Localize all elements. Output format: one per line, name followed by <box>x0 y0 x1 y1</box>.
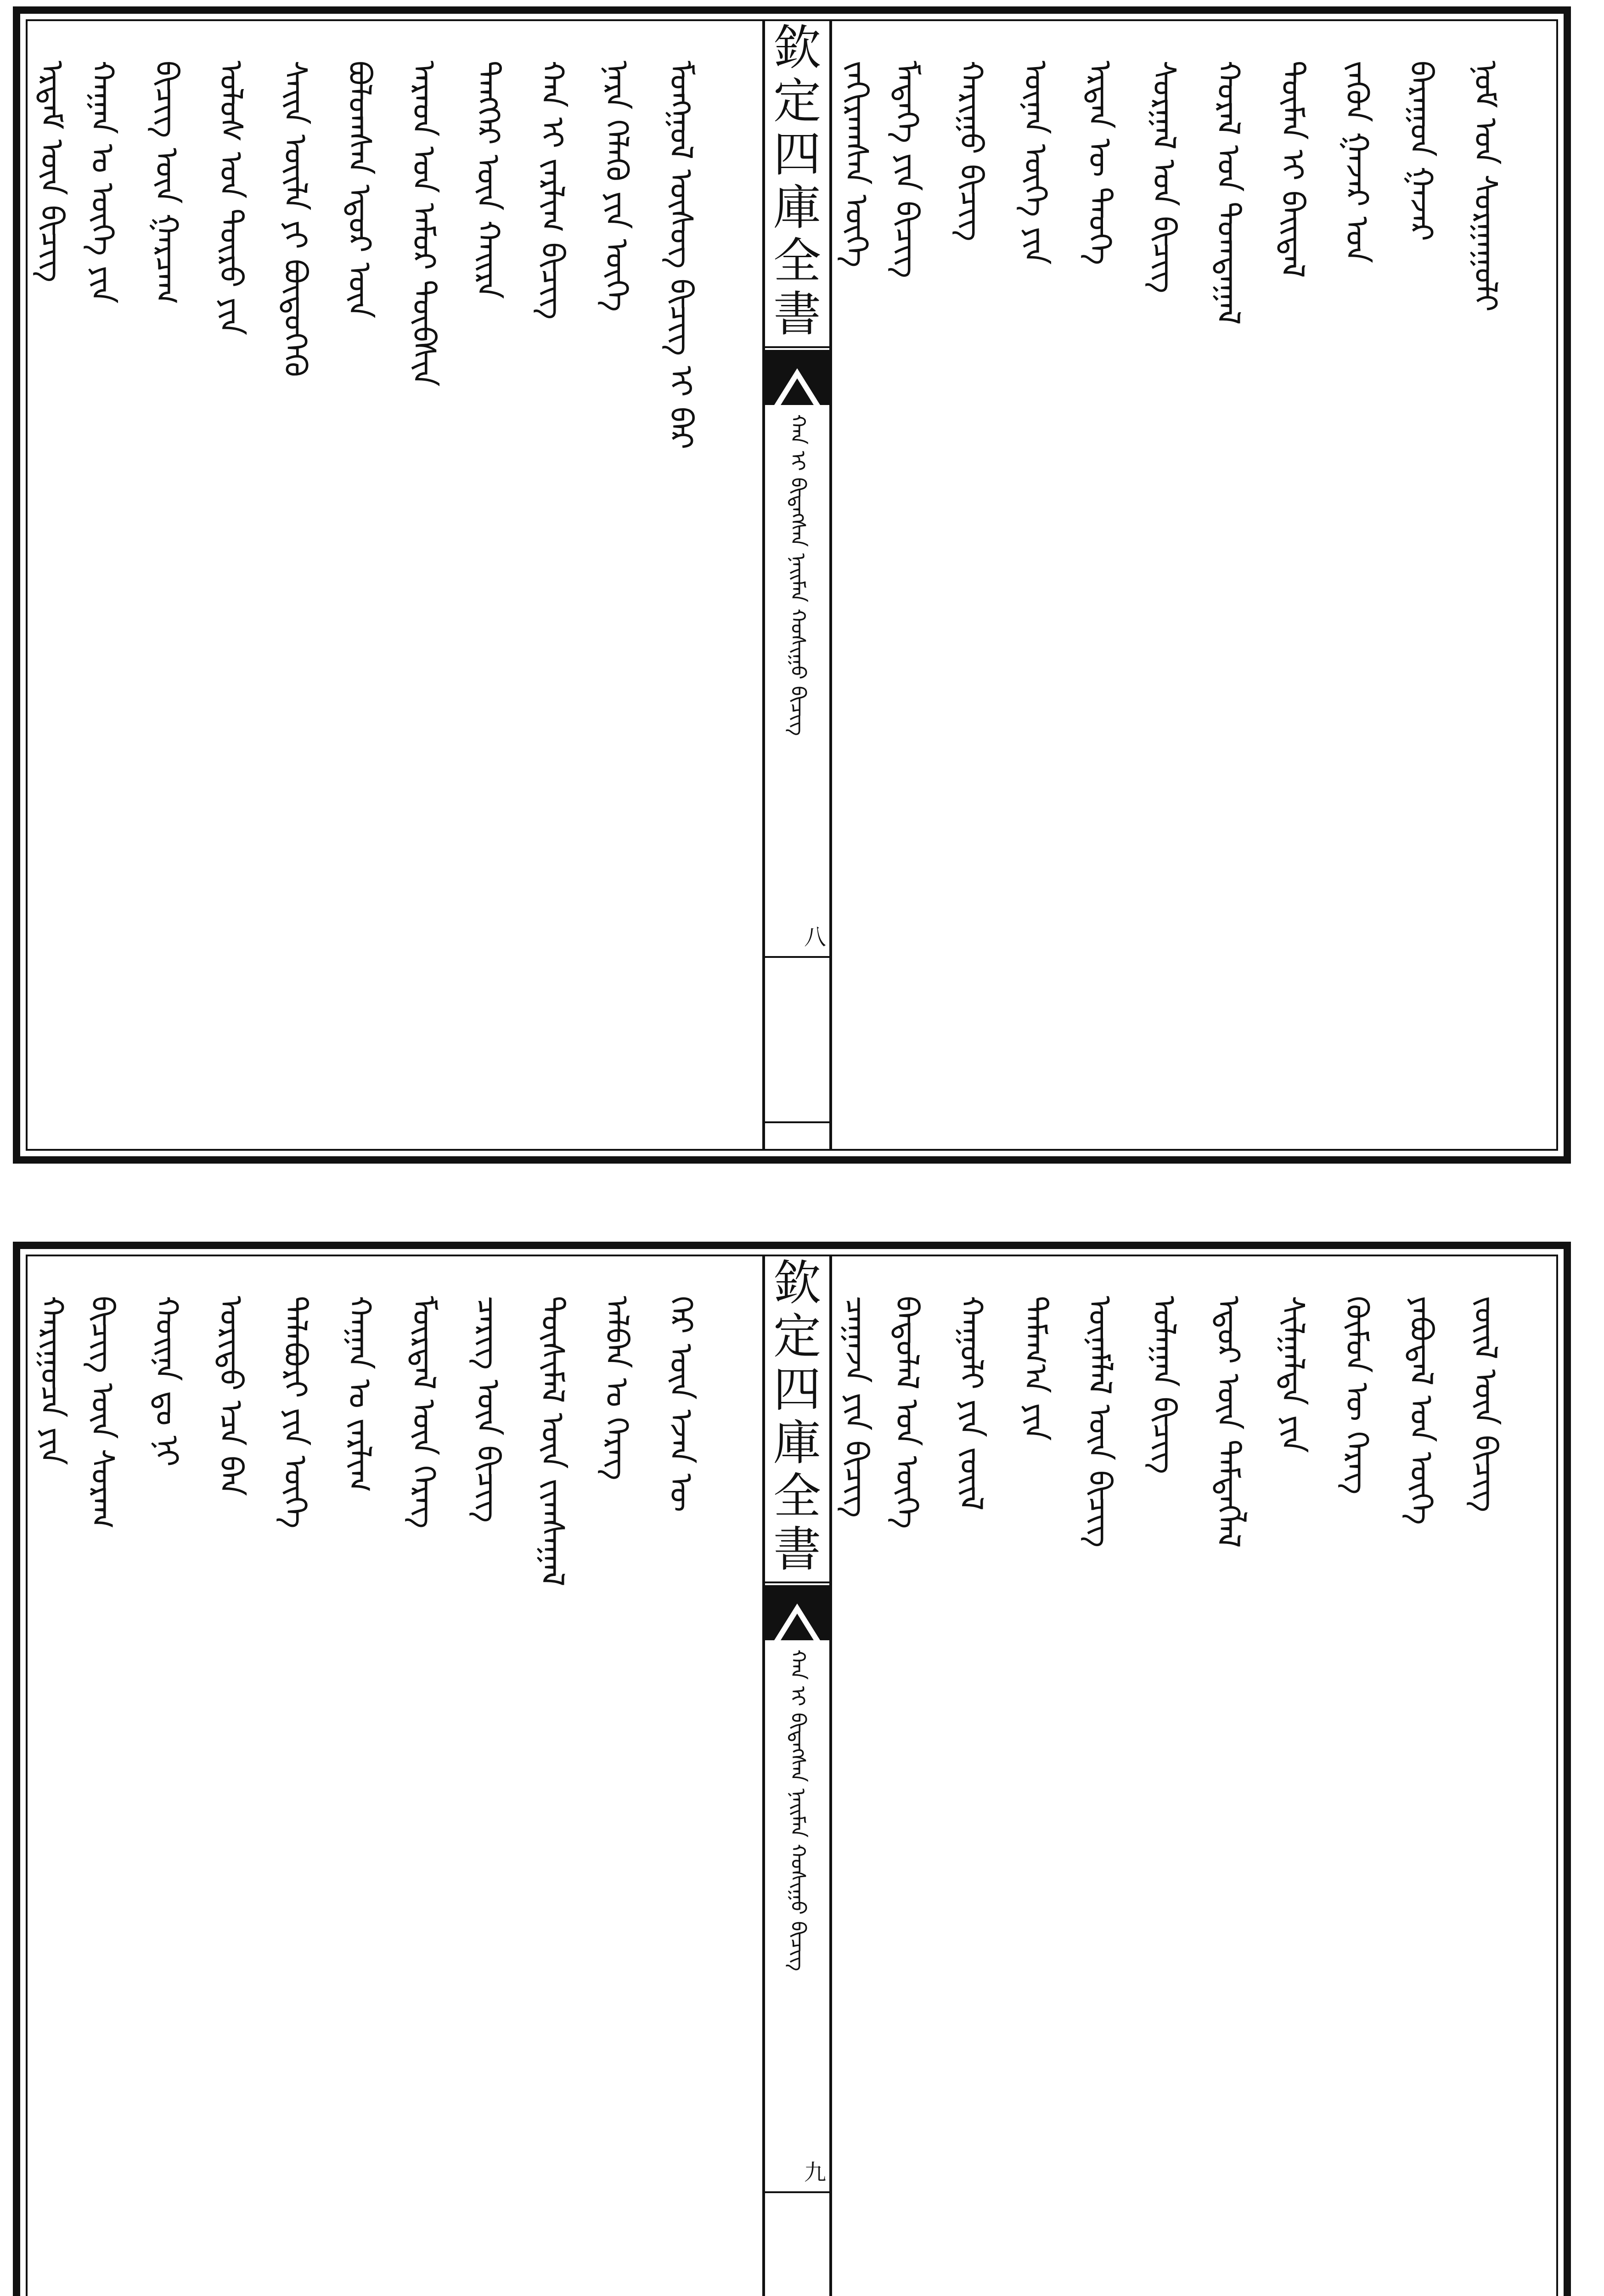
text-column: ᠵᠦᠢᠯ ᠦᠨ ᠪᠢᠴᠢᠭ <box>1467 1296 1503 1513</box>
text-column: ᠲᠠᠯᠠᠪᠤᠷᠢ ᠶᠢᠨ ᠦᠭᠡ <box>277 1296 313 1529</box>
text-column: ᠡᠷᠲᠡᠨ ᠦ ᠲᠡᠦᠬᠡ <box>1081 61 1118 265</box>
text-column: ᠲᠡᠩᠭᠡᠷ ᠦᠨ ᠬᠠᠢᠷᠠ <box>470 61 506 299</box>
text-column: ᠪᠠᠲᠤᠯᠠᠯ ᠤᠨ ᠦᠭᠡ <box>889 1296 925 1529</box>
right-text-block <box>832 19 1557 1151</box>
leaf-number: 八 <box>804 924 826 950</box>
text-column: ᠮᠡᠳᠡᠭᠡ ᠶᠢᠨ ᠪᠢᠴᠢᠭ <box>889 61 925 278</box>
text-column: ᠴᠠᠭᠠᠵᠠ ᠶᠢᠨ ᠪᠢᠴᠢᠭ <box>838 1296 874 1518</box>
title-char: 四 <box>773 126 821 182</box>
text-column: ᠡᠷᠳᠡᠮ ᠦᠨ ᠪᠢᠴᠢᠭ <box>34 61 70 283</box>
text-column: ᠪᠢᠴᠢᠭ ᠦᠨ ᠭᠠᠷᠴᠠᠭ <box>148 61 185 304</box>
text-column: ᠬᠦᠮᠦᠨ ᠦ ᠬᠡᠷᠡᠭ <box>1339 1296 1375 1495</box>
left-text-block <box>28 19 762 1151</box>
center-fold-strip <box>762 1255 832 2296</box>
text-column: ᠬᠠᠷᠢᠭᠤ ᠪᠢᠴᠢᠭ <box>953 61 989 242</box>
title-char: 全 <box>773 233 821 289</box>
text-column: ᠰᠠᠢᠨ ᠦᠢᠯᠡ ᠶᠢ ᠪᠦᠲᠦᠭᠡᠬᠦ <box>277 61 313 377</box>
text-column: ᠡᠳᠦᠷ ᠦᠨ ᠲᠡᠮᠳᠡᠭᠯᠡᠯ <box>1210 1296 1246 1548</box>
strip-rule <box>765 2191 829 2193</box>
book-title <box>765 20 829 345</box>
text-column: ᠮᠣᠩᠭᠣᠯ ᠦᠰᠦᠭ ᠪᠢᠴᠢᠭ ᠢ ᠪᠠᠷ <box>663 61 699 450</box>
strip-rule <box>765 346 829 348</box>
title-char: 書 <box>773 1521 821 1577</box>
text-column: ᠴᠡᠷᠢᠭ ᠦᠨ ᠪᠢᠴᠢᠭ <box>470 1296 506 1523</box>
text-column: ᠨᠡᠷᠡ ᠬᠡᠯᠡᠬᠦ ᠶᠢᠨ ᠦᠭᠡ <box>598 61 635 312</box>
text-column: ᠲᠦᠮᠡᠨ ᠢ ᠪᠠᠢᠳᠠᠯ <box>1274 61 1311 278</box>
title-char: 庫 <box>773 180 821 236</box>
text-column: ᠤᠯᠠᠭᠠᠨ ᠪᠢᠴᠢᠭ <box>1146 1296 1182 1474</box>
fishtail-mark-icon <box>765 1585 829 1640</box>
text-column: ᠵᠡᠭᠦᠨ ᠭᠠᠵᠠᠷ ᠤᠨ <box>1339 61 1375 263</box>
strip-rule <box>765 1581 829 1583</box>
center-fold-strip <box>762 19 832 1151</box>
text-column: ᠬᠠᠭᠠᠨ ᠤ ᠵᠠᠷᠯᠢᠭ <box>341 1296 377 1492</box>
text-column: ᠨᠤᠮ ᠤᠨ ᠰᠤᠷᠭᠠᠭᠤᠯᠢ <box>1467 61 1503 312</box>
text-column: ᠬᠠᠭᠠᠨ ᠤ ᠦᠭᠡ ᠶᠢᠨ <box>84 61 120 304</box>
strip-rule <box>765 956 829 958</box>
text-column: ᠦᠨᠡᠨ ᠦᠭᠡ ᠶᠢᠨ <box>1017 61 1053 265</box>
text-column: ᠶᠠᠪᠤᠳᠠᠯ ᠤᠨ ᠦᠭᠡ <box>1403 1296 1439 1525</box>
title-char: 欽 <box>773 1255 821 1311</box>
title-char: 全 <box>773 1468 821 1524</box>
text-column: ᠬᠣᠢᠨᠠ ᠳᠤ ᠨᠢ <box>148 1296 185 1467</box>
text-column: ᠰᠤᠷᠭᠠᠯ ᠤᠨ ᠪᠢᠴᠢᠭ <box>1146 61 1182 293</box>
right-text-block <box>832 1255 1557 2296</box>
title-char: 定 <box>773 1308 821 1364</box>
left-text-block <box>28 1255 762 2296</box>
page-sheet-bottom <box>0 1235 1604 2296</box>
text-column: ᠪᠠᠷᠠᠭᠤᠨ ᠭᠠᠵᠠᠷ <box>1403 61 1439 242</box>
text-column: ᠲᠦᠰᠢᠮᠡᠯ ᠦᠨ ᠵᠢᠭᠰᠠᠭᠠᠯ <box>534 1296 570 1587</box>
book-title <box>765 1255 829 1581</box>
text-column: ᠲᠠᠮᠠᠭ᠎ᠠ ᠶᠢᠨ <box>1017 1296 1053 1441</box>
text-column: ᠤᠷᠢᠳᠤ ᠡᠴᠡ ᠪᠠᠨ <box>213 1296 249 1496</box>
strip-rule <box>765 1121 829 1123</box>
text-column: ᠵᠠᠬᠢᠷᠠᠭᠰᠠᠨ ᠦᠭᠡ <box>838 61 874 268</box>
title-char: 欽 <box>773 20 821 76</box>
text-column: ᠬᠤᠷᠠᠯ ᠤᠨ ᠲᠣᠭᠲᠠᠭᠠᠯ <box>1210 61 1246 325</box>
text-column: ᠠᠷᠠᠳ ᠤᠨ ᠠᠮᠤᠷ ᠲᠦᠪᠰᠢᠨ <box>405 61 442 387</box>
text-column: ᠪᠢᠴᠢᠭ ᠦᠨ ᠰᠤᠷᠠᠭ <box>84 1296 120 1529</box>
volume-title: ᠬᠠᠨ ᠢ ᠪᠢᠳᠡᠭᠰᠡᠨ ᠨᠠᠢᠮᠠᠨ ᠬᠣᠰᠢᠭᠤ ᠪᠢᠴᠢᠭ <box>786 414 810 736</box>
volume-title: ᠬᠠᠨ ᠢ ᠪᠢᠳᠡᠭᠰᠡᠨ ᠨᠠᠢᠮᠠᠨ ᠬᠣᠰᠢᠭᠤ ᠪᠢᠴᠢᠭ <box>786 1649 810 1971</box>
fishtail-mark-icon <box>765 350 829 405</box>
text-column: ᠦᠨᠡᠮᠯᠡᠯ ᠦᠨ ᠪᠢᠴᠢᠭ <box>1081 1296 1118 1548</box>
title-char: 定 <box>773 73 821 129</box>
text-column: ᠬᠠᠨ ᠢ ᠵᠠᠷᠯᠢᠭ ᠪᠢᠴᠢᠭ <box>534 61 570 320</box>
text-column: ᠬᠠᠭᠤᠯᠢ ᠶᠢᠨ ᠵᠦᠢᠯ <box>953 1296 989 1511</box>
title-char: 庫 <box>773 1415 821 1471</box>
text-column: ᠤᠯᠤᠰ ᠤᠨ ᠲᠦᠷᠦ ᠶᠢᠨ <box>213 61 249 336</box>
text-column: ᠮᠥᠷᠳᠡᠯ ᠦᠨ ᠬᠡᠷᠡᠭ <box>405 1296 442 1529</box>
text-column: ᠰᠢᠯᠭᠠᠯᠲᠠ ᠶᠢᠨ <box>1274 1296 1311 1453</box>
text-column: ᠬᠠᠷᠢᠭᠤᠴᠠ ᠶᠢᠨ <box>34 1296 70 1465</box>
title-char: 書 <box>773 286 821 342</box>
title-char: 四 <box>773 1362 821 1418</box>
text-column: ᠠᠯᠪᠠᠨ ᠤ ᠬᠡᠷᠡᠭ <box>598 1296 635 1480</box>
text-column: ᠭᠡᠷ ᠦᠨ ᠡᠵᠡᠨ ᠦ <box>663 1296 699 1512</box>
leaf-number: 九 <box>804 2160 826 2185</box>
text-column: ᠪᠣᠯᠤᠭᠰᠠᠨ ᠡᠳᠦᠷ ᠦᠨ <box>341 61 377 319</box>
